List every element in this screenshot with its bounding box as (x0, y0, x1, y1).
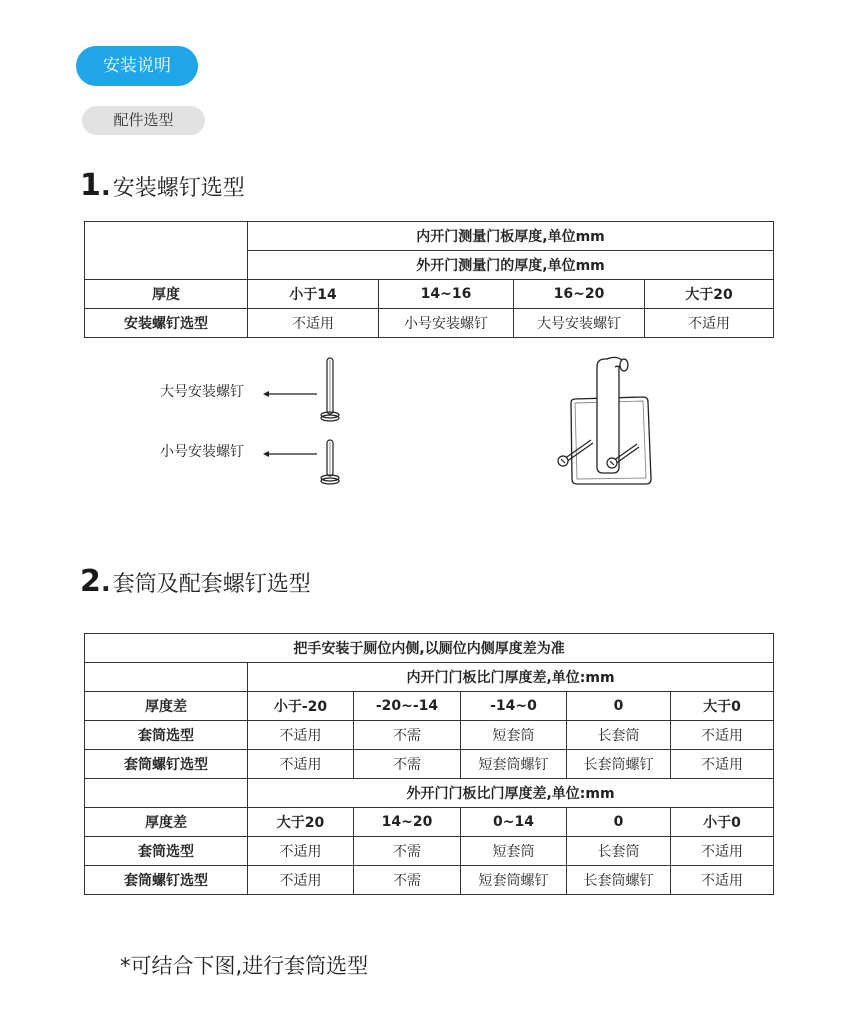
table2-inward-screw-cell: 不适用 (248, 750, 354, 779)
table1-screw-cell: 不适用 (248, 309, 379, 338)
handle-lever-icon (597, 357, 628, 473)
table2-inward-sleeve-cell: 不适用 (671, 721, 774, 750)
table1-thickness-cell: 16~20 (514, 280, 645, 309)
handle-assembly-diagram (545, 355, 665, 490)
section1-dot: . (100, 172, 111, 202)
install-guide-pill[interactable]: 安装说明 (76, 46, 198, 86)
table2-empty-cell (85, 663, 248, 692)
table2-inward-sleeve-label: 套筒选型 (85, 721, 248, 750)
table1-thickness-cell: 14~16 (379, 280, 514, 309)
table1-screw-cell: 不适用 (645, 309, 774, 338)
table2-inward-sleeve-cell: 不需 (354, 721, 461, 750)
mounting-screw-left-icon (558, 440, 593, 466)
table2-outward-diff-cell: 0 (567, 808, 671, 837)
table2-top-header: 把手安装于厕位内侧,以厕位内侧厚度差为准 (85, 634, 774, 663)
table2-inward-diff-cell: 0 (567, 692, 671, 721)
table1-thickness-label: 厚度 (85, 280, 248, 309)
table2-inward-screw-label: 套筒螺钉选型 (85, 750, 248, 779)
accessory-selection-pill[interactable]: 配件选型 (82, 106, 205, 135)
section1-number: 1 (80, 168, 101, 203)
table1-screw-cell: 大号安装螺钉 (514, 309, 645, 338)
table2-outward-screw-label: 套筒螺钉选型 (85, 866, 248, 895)
section2-heading (80, 564, 311, 599)
table1-screw-cell: 小号安装螺钉 (379, 309, 514, 338)
table1-thickness-cell: 小于14 (248, 280, 379, 309)
table2-inward-screw-cell: 长套筒螺钉 (567, 750, 671, 779)
table1-header-line2: 外开门测量门的厚度,单位mm (248, 251, 774, 280)
table2-inward-diff-label: 厚度差 (85, 692, 248, 721)
table2-inward-sleeve-cell: 短套筒 (461, 721, 567, 750)
section2-title: 套筒及配套螺钉选型 (112, 572, 311, 597)
table2-inward-sleeve-cell: 不适用 (248, 721, 354, 750)
table2-inward-diff-cell: 大于0 (671, 692, 774, 721)
large-screw-arrow-icon (263, 391, 317, 397)
sleeve-selection-table (84, 633, 774, 895)
table2-inward-screw-cell: 不需 (354, 750, 461, 779)
table2-inward-screw-cell: 短套筒螺钉 (461, 750, 567, 779)
table2-inward-diff-cell: -20~-14 (354, 692, 461, 721)
table2-outward-screw-cell: 短套筒螺钉 (461, 866, 567, 895)
footnote: *可结合下图,进行套筒选型 (120, 954, 369, 978)
large-screw-icon (321, 358, 339, 421)
section1-heading (80, 168, 245, 203)
table1-screw-label: 安装螺钉选型 (85, 309, 248, 338)
table2-inward-screw-cell: 不适用 (671, 750, 774, 779)
table2-outward-header: 外开门门板比门厚度差,单位:mm (248, 779, 774, 808)
table2-outward-screw-cell: 不需 (354, 866, 461, 895)
table2-outward-screw-cell: 长套筒螺钉 (567, 866, 671, 895)
table2-outward-diff-cell: 14~20 (354, 808, 461, 837)
large-screw-label: 大号安装螺钉 (160, 384, 244, 400)
section1-title: 安装螺钉选型 (112, 176, 245, 201)
table2-inward-diff-cell: 小于-20 (248, 692, 354, 721)
table2-outward-sleeve-cell: 不适用 (671, 837, 774, 866)
table2-outward-sleeve-label: 套筒选型 (85, 837, 248, 866)
table1-thickness-cell: 大于20 (645, 280, 774, 309)
table2-outward-sleeve-cell: 短套筒 (461, 837, 567, 866)
table2-empty-cell (85, 779, 248, 808)
table2-outward-sleeve-cell: 不适用 (248, 837, 354, 866)
screw-selection-table (84, 221, 774, 338)
table2-inward-sleeve-cell: 长套筒 (567, 721, 671, 750)
table2-outward-sleeve-cell: 不需 (354, 837, 461, 866)
table1-corner-cell (85, 222, 248, 280)
table1-header-line1: 内开门测量门板厚度,单位mm (248, 222, 774, 251)
table2-inward-diff-cell: -14~0 (461, 692, 567, 721)
small-screw-arrow-icon (263, 451, 317, 457)
table2-inward-header: 内开门门板比门厚度差,单位:mm (248, 663, 774, 692)
table2-outward-sleeve-cell: 长套筒 (567, 837, 671, 866)
table2-outward-diff-cell: 大于20 (248, 808, 354, 837)
table2-outward-screw-cell: 不适用 (671, 866, 774, 895)
small-screw-icon (321, 440, 339, 484)
section2-dot: . (100, 568, 111, 598)
table2-outward-diff-cell: 0~14 (461, 808, 567, 837)
table2-outward-screw-cell: 不适用 (248, 866, 354, 895)
table2-outward-diff-cell: 小于0 (671, 808, 774, 837)
section2-number: 2 (80, 564, 101, 599)
screw-diagram (255, 352, 365, 492)
small-screw-label: 小号安装螺钉 (160, 444, 244, 460)
table2-outward-diff-label: 厚度差 (85, 808, 248, 837)
